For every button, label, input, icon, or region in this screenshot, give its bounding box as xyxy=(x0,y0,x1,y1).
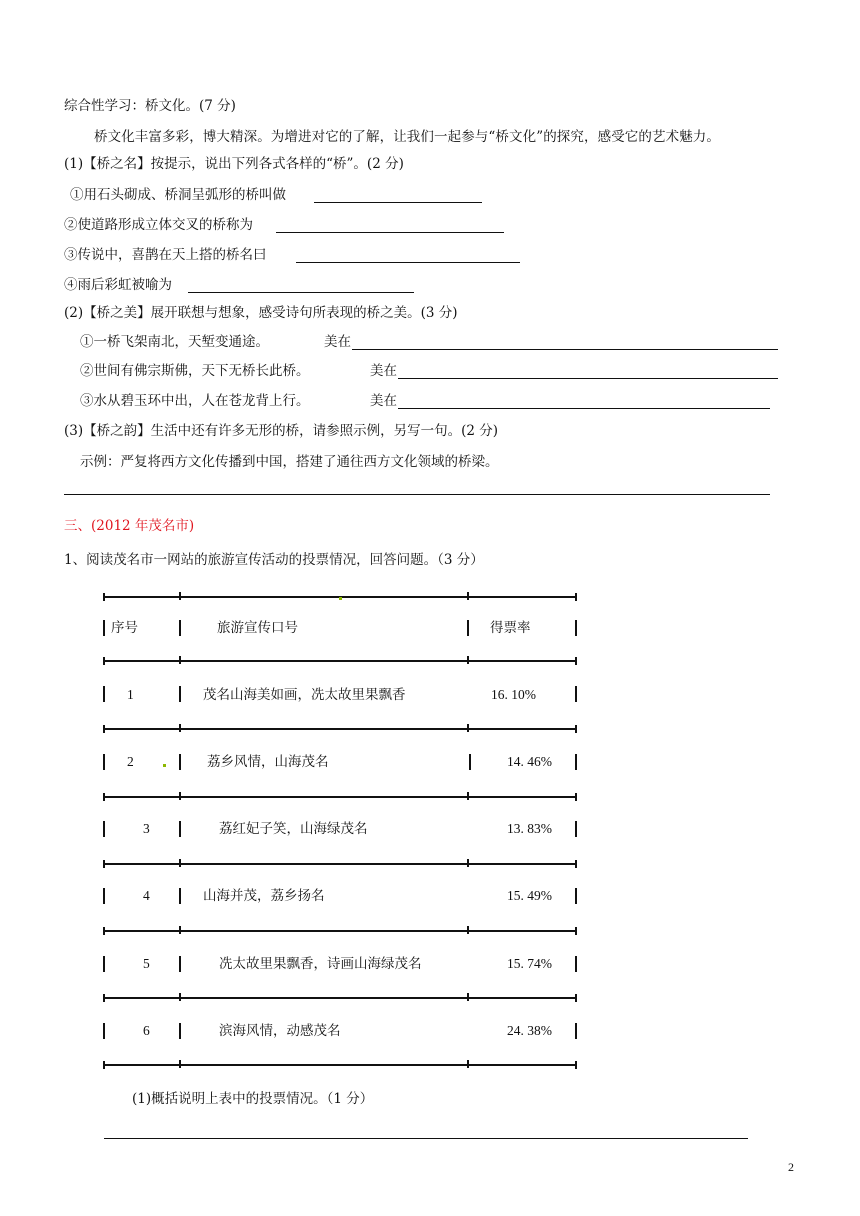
cell-divider xyxy=(103,956,105,972)
table-rule-tick xyxy=(467,993,469,1001)
row-number: 6 xyxy=(143,1023,150,1038)
cell-divider xyxy=(103,888,105,904)
stray-mark xyxy=(339,597,342,600)
table-rule-tick xyxy=(467,656,469,664)
answer-blank[interactable] xyxy=(276,232,504,233)
cell-divider xyxy=(179,1023,181,1039)
row-slogan: 山海并茂，荔乡扬名 xyxy=(203,888,325,904)
row-number: 2 xyxy=(127,754,134,769)
table-rule xyxy=(103,930,577,932)
table-rule-tick xyxy=(179,792,181,800)
cell-divider xyxy=(575,1023,577,1039)
row-rate: 13. 83% xyxy=(507,821,552,836)
row-rate: 15. 74% xyxy=(507,956,552,971)
q1-item-4: ④雨后彩虹被喻为 xyxy=(64,277,172,293)
table-rule xyxy=(103,1064,577,1066)
row-slogan: 茂名山海美如画，冼太故里果飘香 xyxy=(203,687,406,703)
cell-divider xyxy=(103,754,105,770)
table-rule-tick xyxy=(179,993,181,1001)
q2-prompt: (2)【桥之美】展开联想与想象，感受诗句所表现的桥之美。(3 分) xyxy=(64,305,458,321)
answer-blank[interactable] xyxy=(398,408,770,409)
q2-poem-line-3: ③水从碧玉环中出，人在苍龙背上行。 xyxy=(80,393,310,409)
table-rule-tick xyxy=(467,592,469,600)
row-number: 4 xyxy=(143,888,150,903)
answer-blank[interactable] xyxy=(314,202,482,203)
row-number: 5 xyxy=(143,956,150,971)
question-prompt: 1、阅读茂名市一网站的旅游宣传活动的投票情况，回答问题。（3 分） xyxy=(64,552,484,568)
answer-blank[interactable] xyxy=(188,292,414,293)
q3-example: 示例：严复将西方文化传播到中国，搭建了通往西方文化领域的桥梁。 xyxy=(80,454,499,470)
row-number: 1 xyxy=(127,687,134,702)
cell-divider xyxy=(103,1023,105,1039)
table-rule-tick xyxy=(179,592,181,600)
table-rule-tick xyxy=(179,859,181,867)
answer-blank[interactable] xyxy=(398,378,778,379)
table-rule-tick xyxy=(179,1060,181,1068)
q2-poem-line-2: ②世间有佛宗斯佛，天下无桥长此桥。 xyxy=(80,363,310,379)
table-rule xyxy=(103,863,577,865)
table-rule-tick xyxy=(467,926,469,934)
row-number: 3 xyxy=(143,821,150,836)
header-slogan: 旅游宣传口号 xyxy=(217,620,298,636)
cell-divider xyxy=(103,686,105,702)
q2-beauty-label-2: 美在 xyxy=(370,363,397,379)
cell-divider xyxy=(575,888,577,904)
row-slogan: 冼太故里果飘香，诗画山海绿茂名 xyxy=(219,956,422,972)
row-rate: 14. 46% xyxy=(507,754,552,769)
cell-divider xyxy=(179,620,181,636)
cell-divider xyxy=(179,888,181,904)
answer-blank[interactable] xyxy=(64,494,770,495)
row-rate: 16. 10% xyxy=(491,687,536,702)
cell-divider xyxy=(179,821,181,837)
header-number: 序号 xyxy=(111,620,138,636)
cell-divider xyxy=(575,821,577,837)
q2-poem-line-1: ①一桥飞架南北，天堑变通途。 xyxy=(80,334,269,350)
q1-item-1: ①用石头砌成、桥洞呈弧形的桥叫做 xyxy=(70,187,286,203)
row-slogan: 荔乡风情，山海茂名 xyxy=(207,754,329,770)
table-rule-tick xyxy=(467,724,469,732)
row-slogan: 滨海风情，动感茂名 xyxy=(219,1023,341,1039)
table-rule xyxy=(103,660,577,662)
table-rule-tick xyxy=(467,1060,469,1068)
cell-divider xyxy=(575,754,577,770)
voting-table xyxy=(103,592,577,1068)
answer-blank[interactable] xyxy=(296,262,520,263)
stray-mark xyxy=(163,764,166,767)
sub-question-1: (1)概括说明上表中的投票情况。（1 分） xyxy=(132,1091,374,1107)
section-heading: 三、(2012 年茂名市) xyxy=(64,518,195,534)
table-rule xyxy=(103,728,577,730)
cell-divider xyxy=(179,754,181,770)
table-rule-tick xyxy=(179,926,181,934)
q1-item-3: ③传说中，喜鹊在天上搭的桥名曰 xyxy=(64,247,267,263)
row-rate: 24. 38% xyxy=(507,1023,552,1038)
q1-item-2: ②使道路形成立体交叉的桥称为 xyxy=(64,217,253,233)
header-rate: 得票率 xyxy=(490,620,531,636)
answer-blank[interactable] xyxy=(352,349,778,350)
answer-blank[interactable] xyxy=(104,1138,748,1139)
q2-beauty-label-3: 美在 xyxy=(370,393,397,409)
cell-divider xyxy=(103,620,105,636)
cell-divider xyxy=(179,686,181,702)
row-slogan: 荔红妃子笑，山海绿茂名 xyxy=(219,821,368,837)
table-rule-tick xyxy=(179,656,181,664)
table-rule xyxy=(103,997,577,999)
row-rate: 15. 49% xyxy=(507,888,552,903)
cell-divider xyxy=(469,754,471,770)
table-rule-tick xyxy=(467,792,469,800)
cell-divider xyxy=(103,821,105,837)
section-title: 综合性学习：桥文化。(7 分) xyxy=(64,98,236,114)
q2-beauty-label-1: 美在 xyxy=(324,334,351,350)
q3-prompt: (3)【桥之韵】生活中还有许多无形的桥，请参照示例，另写一句。(2 分) xyxy=(64,423,499,439)
table-rule-tick xyxy=(179,724,181,732)
cell-divider xyxy=(467,620,469,636)
cell-divider xyxy=(575,686,577,702)
cell-divider xyxy=(575,956,577,972)
intro-paragraph: 桥文化丰富多彩，博大精深。为增进对它的了解，让我们一起参与“桥文化”的探究，感受它的艺术魅力。 xyxy=(94,129,721,145)
table-rule xyxy=(103,796,577,798)
cell-divider xyxy=(179,956,181,972)
cell-divider xyxy=(575,620,577,636)
q1-prompt: (1)【桥之名】按提示，说出下列各式各样的“桥”。(2 分) xyxy=(64,156,404,172)
page-number: 2 xyxy=(788,1160,794,1174)
table-rule-tick xyxy=(467,859,469,867)
